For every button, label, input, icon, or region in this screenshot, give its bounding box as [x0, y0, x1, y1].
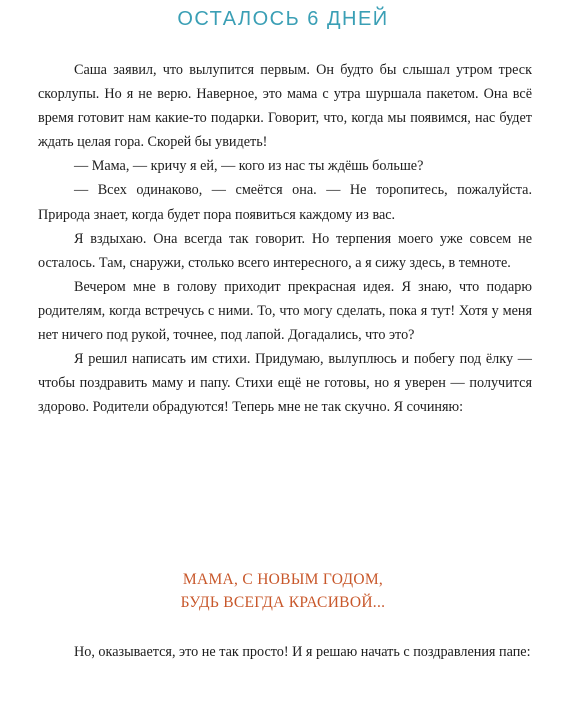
paragraph: Я вздыхаю. Она всегда так говорит. Но терпения моего уже совсем не осталось. Там, снаружи, столько всего интересного, а я сижу здесь, в темноте. — [38, 230, 532, 271]
paragraph: — Всех одинаково, — смеётся она. — Не торопитесь, пожалуйста. Природа знает, когда будет пора появиться каждому из вас. — [38, 182, 532, 223]
paragraph: Саша заявил, что вылупится первым. Он будто бы слышал утром треск скорлупы. Но я не верю. Наверное, это мама с утра шуршала пакетом. Она всё время готовит нам какие-то подарки. Говорит, что, когда мы появимся, нас будет ждать целая гора. Скорей бы увидеть! — [38, 62, 532, 151]
poem — [0, 568, 566, 614]
closing-text — [38, 640, 532, 664]
chapter-title: ОСТАЛОСЬ 6 ДНЕЙ — [177, 8, 389, 30]
paragraph: Я решил написать им стихи. Придумаю, вылуплюсь и побегу под ёлку — чтобы поздравить маму и папу. Стихи ещё не готовы, но я уверен — получится здорово. Родители обрадуются! Теперь мне не так скучно. Я сочиняю: — [38, 351, 532, 416]
poem-line: БУДЬ ВСЕГДА КРАСИВОЙ... — [180, 594, 386, 611]
body-text — [38, 58, 532, 419]
paragraph: Вечером мне в голову приходит прекрасная идея. Я знаю, что подарю родителям, когда встречусь с ними. То, что могу сделать, пока я тут! Хотя у меня нет ничего под рукой, точнее, под лапой. Догадались, что это? — [38, 278, 532, 344]
paragraph: — Мама, — кричу я ей, — кого из нас ты ждёшь больше? — [74, 158, 424, 175]
paragraph: Но, оказывается, это не так просто! И я решаю начать с поздравления папе: — [74, 644, 531, 660]
poem-line: МАМА, С НОВЫМ ГОДОМ, — [182, 571, 384, 588]
